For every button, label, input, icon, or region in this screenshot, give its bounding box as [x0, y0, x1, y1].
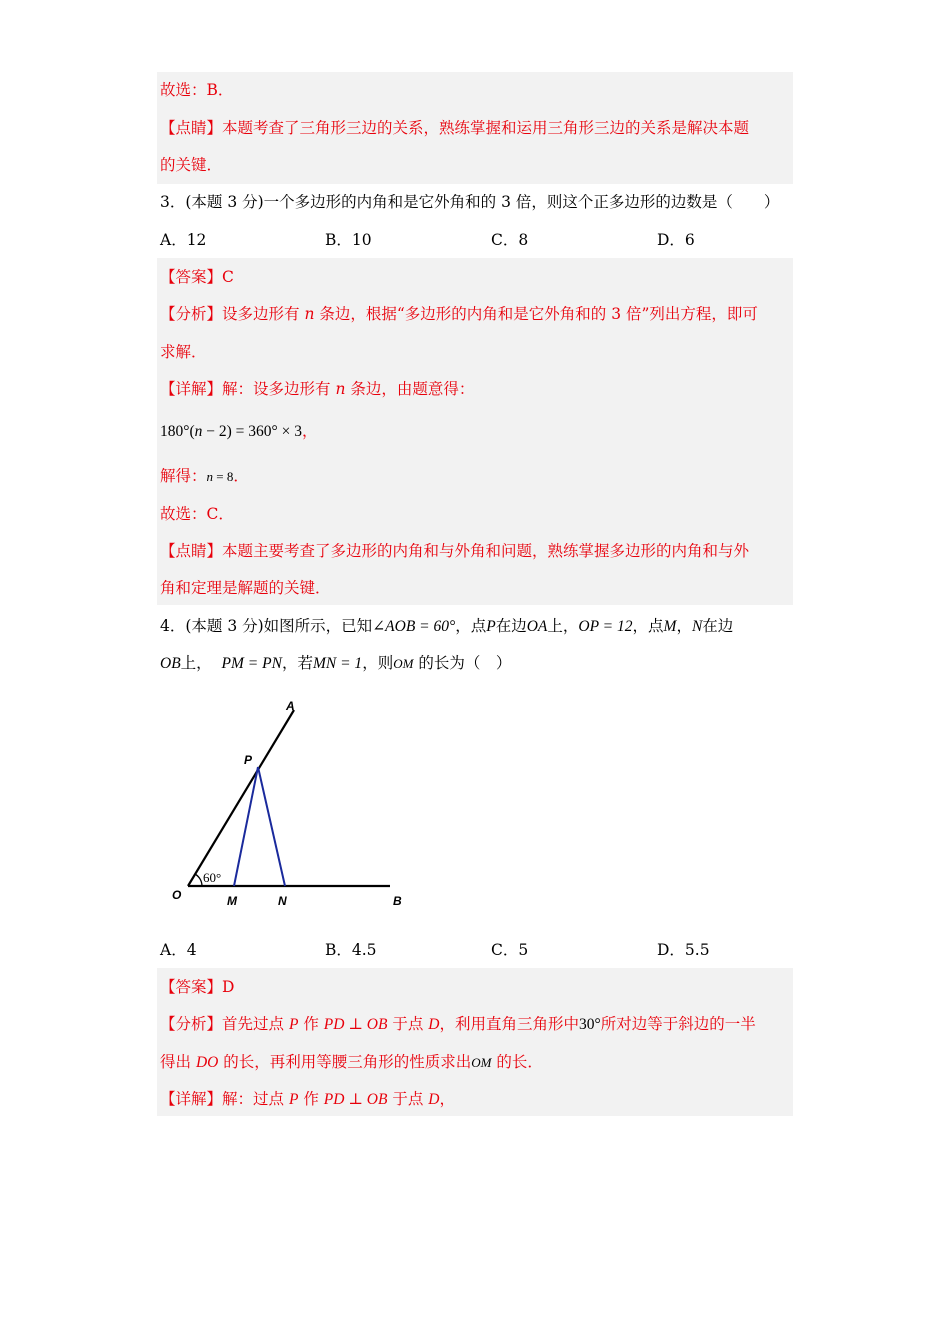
- q3-stem: 3．(本题 3 分)一个多边形的内角和是它外角和的 3 倍，则这个正多边形的边数是（ ）: [160, 193, 780, 211]
- q4-analysis-cont: 得出 DO 的长，再利用等腰三角形的性质求出OM 的长．: [160, 1053, 543, 1071]
- label-m: M: [227, 894, 237, 908]
- q4-option-b: B．4.5: [325, 941, 377, 959]
- label-n: N: [278, 894, 287, 908]
- q2-choose: 故选：B．: [160, 81, 234, 99]
- q4-analysis: 【分析】首先过点 P 作 PD ⊥ OB 于点 D，利用直角三角形中30°所对边等于斜边的一半: [160, 1015, 756, 1033]
- q3-equation: 180°(n − 2) = 360° × 3，: [160, 422, 318, 440]
- q3-analysis: 【分析】设多边形有 n 条边，根据“多边形的内角和是它外角和的 3 倍”列出方程，即可: [160, 305, 758, 323]
- q4-answer: 【答案】D: [160, 978, 235, 996]
- q3-solve: 解得：n = 8．: [160, 467, 249, 485]
- q2-comment-cont: 的关键．: [160, 156, 223, 174]
- label-b: B: [393, 894, 402, 908]
- q4-option-a: A．4: [160, 941, 197, 959]
- label-a: A: [286, 699, 295, 713]
- q3-answer: 【答案】C: [160, 268, 234, 286]
- q3-option-d: D．6: [657, 231, 695, 249]
- q3-comment: 【点睛】本题主要考查了多边形的内角和与外角和问题，熟练掌握多边形的内角和与外: [160, 542, 750, 560]
- q3-comment-cont: 角和定理是解题的关键．: [160, 579, 331, 597]
- q3-choose: 故选：C．: [160, 505, 234, 523]
- q4-detail: 【详解】解：过点 P 作 PD ⊥ OB 于点 D，: [160, 1090, 456, 1108]
- q2-comment: 【点睛】本题考查了三角形三边的关系，熟练掌握和运用三角形三边的关系是解决本题: [160, 119, 750, 137]
- q3-detail: 【详解】解：设多边形有 n 条边，由题意得：: [160, 380, 475, 398]
- q4-stem-cont: OB上， PM = PN，若MN = 1，则OM 的长为（ ）: [160, 654, 512, 672]
- q4-stem: 4．(本题 3 分)如图所示，已知∠AOB = 60°，点P在边OA上，OP = 12，点M，N在边: [160, 617, 734, 635]
- q4-option-d: D．5.5: [657, 941, 710, 959]
- q3-analysis-cont: 求解．: [160, 343, 207, 361]
- label-o: O: [172, 888, 182, 902]
- q3-option-a: A．12: [160, 231, 207, 249]
- q4-option-c: C．5: [491, 941, 529, 959]
- angle-arc: [195, 874, 202, 886]
- q3-option-c: C．8: [491, 231, 529, 249]
- segment-pm: [234, 767, 258, 886]
- q4-geometry-figure: [160, 692, 420, 922]
- q3-option-b: B．10: [325, 231, 372, 249]
- angle-label: 60°: [203, 870, 222, 885]
- segment-pn: [258, 767, 285, 886]
- label-p: P: [244, 753, 253, 767]
